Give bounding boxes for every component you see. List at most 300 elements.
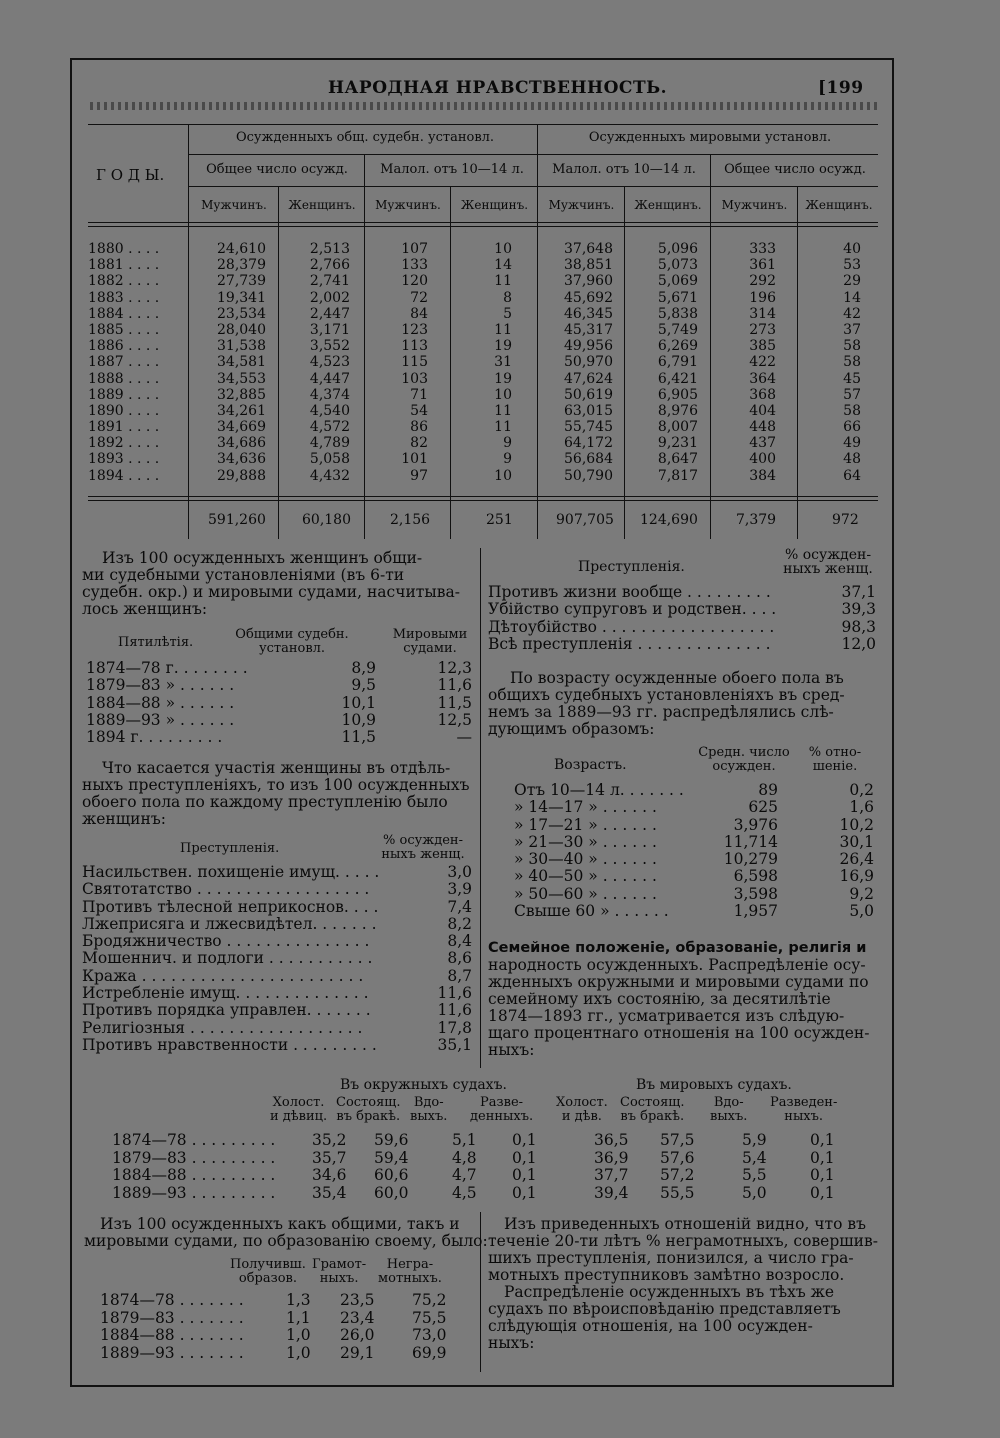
list-item xyxy=(86,677,476,694)
table-cell: 3,171 xyxy=(309,321,350,338)
table-cell: 97 xyxy=(410,467,428,484)
list-cell: 1889—93 » . . . . . . xyxy=(86,710,235,729)
education-intro xyxy=(84,1215,488,1250)
table-row xyxy=(112,1132,872,1150)
list-item xyxy=(514,799,878,816)
table-cell: 57,2 xyxy=(660,1166,695,1184)
table-cell: 0,1 xyxy=(810,1183,835,1202)
list-item xyxy=(514,834,878,851)
table-cell: 5,1 xyxy=(452,1131,477,1149)
table-cell: 103 xyxy=(401,370,428,387)
table-cell: 115 xyxy=(401,354,428,371)
list-item xyxy=(82,985,476,1002)
table-cell: 59,6 xyxy=(374,1131,409,1149)
list-cell: » 17—21 » . . . . . . xyxy=(514,815,657,834)
total-cell: 251 xyxy=(486,512,513,528)
table-cell: 4,5 xyxy=(452,1183,477,1202)
table-cell: 86 xyxy=(410,419,428,436)
table-header: Преступленія. xyxy=(578,559,685,575)
table-cell: 0,1 xyxy=(810,1148,835,1167)
list-cell: 8,6 xyxy=(447,949,472,968)
table-cell: 35,7 xyxy=(312,1148,347,1167)
table-cell: 4,540 xyxy=(309,402,350,419)
year-cell: 1890 . . . . xyxy=(88,402,160,419)
crime-para xyxy=(82,760,474,828)
table-cell: 1,3 xyxy=(286,1291,311,1309)
list-item xyxy=(514,868,878,885)
table-cell: 29 xyxy=(843,273,861,290)
table-cell: 4,374 xyxy=(309,386,350,403)
table-cell: 8 xyxy=(503,289,512,306)
table-cell: 31 xyxy=(494,354,512,371)
table-cell: 49,956 xyxy=(564,338,613,355)
table-cell: 384 xyxy=(749,467,776,484)
year-cell: 1884 . . . . xyxy=(88,305,160,322)
text-line: Изъ 100 осужденныхъ женщинъ общи- xyxy=(102,549,423,567)
table-cell: 6,421 xyxy=(657,370,698,387)
table-header: % осужден- ныхъ женщ. xyxy=(381,833,465,862)
text-line: обоего пола по каждому преступленію было xyxy=(82,793,448,811)
list-cell: 11,6 xyxy=(437,676,472,695)
table-row xyxy=(100,1345,476,1363)
table-cell: 404 xyxy=(749,402,776,419)
list-item xyxy=(82,916,476,933)
list-cell: 12,3 xyxy=(437,659,472,677)
list-cell: Противъ порядка управлен. . . . . . . xyxy=(82,1001,371,1020)
text-line: народность осужденныхъ. Распредѣленіе осу- xyxy=(488,956,866,974)
list-cell: 1884—88 » . . . . . . xyxy=(86,693,235,712)
table-cell: 45,317 xyxy=(564,321,613,338)
column-header: Вдо- выхъ. xyxy=(410,1095,448,1124)
table-cell: 1,0 xyxy=(286,1343,311,1362)
period-cell: 1884—88 . . . . . . . xyxy=(100,1326,244,1344)
column-header: Вдо- выхъ. xyxy=(710,1095,748,1124)
list-item xyxy=(82,1037,476,1054)
text-line: По возрасту осужденные обоего пола въ xyxy=(510,669,844,687)
table-cell: 4,789 xyxy=(309,435,350,452)
list-cell: » 30—40 » . . . . . . xyxy=(514,850,657,869)
group-header: Въ мировыхъ судахъ. xyxy=(636,1077,792,1093)
table-cell: 84 xyxy=(410,305,428,322)
list-cell: 5,0 xyxy=(849,902,874,921)
table-cell: 45 xyxy=(843,370,861,387)
list-item xyxy=(86,660,476,677)
table-cell: 133 xyxy=(401,257,428,274)
table-cell: 6,791 xyxy=(657,354,698,371)
col-header-men: Мужчинъ. xyxy=(375,198,441,212)
list-cell: 26,4 xyxy=(839,850,874,869)
table-cell: 385 xyxy=(749,338,776,355)
list-item xyxy=(488,601,880,618)
list-cell: Истребленіе имущ. . . . . . . . . . . . . . xyxy=(82,984,369,1003)
list-item xyxy=(488,636,880,653)
list-cell: 89 xyxy=(758,781,778,799)
table-cell: 400 xyxy=(749,451,776,468)
table-cell: 48 xyxy=(843,451,861,468)
table-header: % осужден- ныхъ женщ. xyxy=(783,547,873,577)
text-line: ныхъ преступленіяхъ, то изъ 100 осужденныхъ xyxy=(82,776,470,794)
list-item xyxy=(514,903,878,920)
table-cell: 23,534 xyxy=(217,305,266,322)
list-cell: 9,2 xyxy=(849,884,874,903)
text-line: мировыми судами, по образованію своему, было: xyxy=(84,1232,488,1250)
column-header: Негра- мотныхъ. xyxy=(378,1257,442,1286)
table-header: Общими судебн. установл. xyxy=(235,627,349,656)
sub-header: Малол. отъ 10—14 л. xyxy=(380,162,524,177)
table-cell: 46,345 xyxy=(564,305,613,322)
table-vline xyxy=(537,124,538,539)
table-cell: 19 xyxy=(494,338,512,355)
table-row xyxy=(112,1150,872,1168)
table-cell: 14 xyxy=(494,257,512,274)
table-vline xyxy=(364,154,365,539)
list-cell: Бродяжничество . . . . . . . . . . . . . . . xyxy=(82,932,370,951)
text-line: шихъ преступленія, понизился, а число гра- xyxy=(488,1249,854,1267)
list-cell: 8,4 xyxy=(447,932,472,951)
table-cell: 1,0 xyxy=(286,1326,311,1344)
table-header: Возрастъ. xyxy=(554,757,627,773)
text-line: женщинъ: xyxy=(82,810,166,828)
list-cell: 35,1 xyxy=(437,1035,472,1054)
table-cell: 5,058 xyxy=(309,451,350,468)
list-cell: 625 xyxy=(748,798,778,817)
table-cell: 66 xyxy=(843,419,861,436)
table-row xyxy=(100,1310,476,1328)
table-cell: 58 xyxy=(843,338,861,355)
table-cell: 23,4 xyxy=(340,1308,375,1327)
list-item xyxy=(82,950,476,967)
table-total-rule-2 xyxy=(88,500,878,501)
table-cell: 63,015 xyxy=(564,402,613,419)
table-top-rule xyxy=(88,124,878,125)
table-header: Средн. число осужден. xyxy=(698,745,790,774)
list-cell: 0,2 xyxy=(849,781,874,799)
year-cell: 1881 . . . . xyxy=(88,257,160,274)
year-cell: 1886 . . . . xyxy=(88,338,160,355)
text-line: Семейное положеніе, образованіе, религія и xyxy=(488,940,867,956)
table-cell: 8,976 xyxy=(657,402,698,419)
table-cell: 19 xyxy=(494,370,512,387)
sub-header: Малол. отъ 10—14 л. xyxy=(552,162,696,177)
table-cell: 11 xyxy=(494,273,512,290)
column-divider xyxy=(480,548,481,1068)
list-cell: 1894 г. . . . . . . . . xyxy=(86,728,223,747)
table-vline xyxy=(710,154,711,539)
table-cell: 333 xyxy=(749,241,776,257)
table-cell: 9,231 xyxy=(657,435,698,452)
list-cell: 12,0 xyxy=(841,634,876,653)
list-cell: 17,8 xyxy=(437,1018,472,1037)
table-cell: 10 xyxy=(494,386,512,403)
list-item xyxy=(488,619,880,636)
list-item xyxy=(488,584,880,601)
list-cell: 12,5 xyxy=(437,710,472,729)
table-cell: 29,888 xyxy=(217,467,266,484)
table-cell: 14 xyxy=(843,289,861,306)
column-header: Холост. и дѣвиц. xyxy=(270,1095,328,1124)
table-cell: 4,447 xyxy=(309,370,350,387)
list-item xyxy=(82,899,476,916)
list-item xyxy=(86,729,476,746)
group-header-general: Осужденныхъ общ. судебн. установл. xyxy=(235,130,495,145)
column-peace-minor-men xyxy=(539,241,613,484)
table-vline xyxy=(797,186,798,539)
table-cell: 5,838 xyxy=(657,305,698,322)
table-header: % отно- шеніе. xyxy=(808,745,862,774)
age-table xyxy=(514,782,878,920)
years-column xyxy=(88,241,183,484)
text-line: судебн. окр.) и мировыми судами, насчитыва- xyxy=(82,583,460,601)
list-item xyxy=(82,1020,476,1037)
table-cell: 6,269 xyxy=(657,338,698,355)
table-cell: 57,6 xyxy=(660,1148,695,1167)
table-cell: 56,684 xyxy=(564,451,613,468)
column-minor-men xyxy=(366,241,428,484)
table-cell: 60,6 xyxy=(374,1166,409,1184)
text-line: немъ за 1889—93 гг. распредѣлялись слѣ- xyxy=(488,703,834,721)
table-cell: 36,5 xyxy=(594,1131,629,1149)
list-cell: — xyxy=(456,728,472,747)
list-cell: 10,9 xyxy=(341,710,376,729)
list-cell: Противъ жизни вообще . . . . . . . . . xyxy=(488,583,771,601)
list-cell: 8,9 xyxy=(351,659,376,677)
total-cell: 907,705 xyxy=(556,512,614,528)
table-cell: 82 xyxy=(410,435,428,452)
column-minor-women xyxy=(452,241,512,484)
table-sub-rule xyxy=(188,154,878,155)
year-cell: 1892 . . . . xyxy=(88,435,160,452)
table-cell: 10 xyxy=(494,241,512,257)
list-item xyxy=(86,712,476,729)
table-cell: 0,1 xyxy=(810,1166,835,1184)
family-para xyxy=(488,940,880,1059)
list-item xyxy=(514,817,878,834)
table-cell: 5,069 xyxy=(657,273,698,290)
table-cell: 55,5 xyxy=(660,1183,695,1202)
table-cell: 5,749 xyxy=(657,321,698,338)
list-cell: 11,6 xyxy=(437,984,472,1003)
list-cell: 9,5 xyxy=(351,676,376,695)
list-cell: 10,1 xyxy=(341,693,376,712)
table-cell: 45,692 xyxy=(564,289,613,306)
table-row xyxy=(100,1327,476,1345)
table-cell: 1,1 xyxy=(286,1308,311,1327)
table-cell: 0,1 xyxy=(810,1131,835,1149)
list-cell: 37,1 xyxy=(841,583,876,601)
table-cell: 59,4 xyxy=(374,1148,409,1167)
total-cell: 591,260 xyxy=(208,512,266,528)
table-row xyxy=(112,1185,872,1203)
total-cell: 972 xyxy=(832,512,859,528)
table-cell: 23,5 xyxy=(340,1291,375,1309)
text-line: Изъ приведенныхъ отношеній видно, что въ xyxy=(504,1215,866,1233)
total-cell: 124,690 xyxy=(640,512,698,528)
text-line: ми судебными установленіями (въ 6-ти xyxy=(82,566,405,584)
list-cell: Отъ 10—14 л. . . . . . . xyxy=(514,781,684,799)
list-cell: 39,3 xyxy=(841,600,876,619)
table-header: Преступленія. xyxy=(180,841,280,856)
table-cell: 4,572 xyxy=(309,419,350,436)
year-cell: 1888 . . . . xyxy=(88,370,160,387)
table-cell: 5,096 xyxy=(657,241,698,257)
list-cell: Насильствен. похищеніе имущ. . . . . xyxy=(82,863,380,881)
table-row xyxy=(112,1167,872,1185)
table-cell: 6,905 xyxy=(657,386,698,403)
table-cell: 28,379 xyxy=(217,257,266,274)
table-header-rule xyxy=(88,222,878,223)
table-cell: 5,5 xyxy=(742,1166,767,1184)
list-cell: Свыше 60 » . . . . . . xyxy=(514,902,669,921)
table-cell: 5,0 xyxy=(742,1183,767,1202)
table-cell: 34,581 xyxy=(217,354,266,371)
year-cell: 1891 . . . . xyxy=(88,419,160,436)
table-cell: 58 xyxy=(843,402,861,419)
text-line: жденныхъ окружными и мировыми судами по xyxy=(488,973,869,991)
year-cell: 1885 . . . . xyxy=(88,321,160,338)
table-cell: 0,1 xyxy=(512,1183,537,1202)
column-peace-total-men xyxy=(712,241,776,484)
list-cell: 3,0 xyxy=(447,863,472,881)
list-cell: 1,957 xyxy=(733,902,778,921)
sub-header: Общее число осужд. xyxy=(206,162,348,177)
list-cell: Противъ тѣлесной неприкоснов. . . . xyxy=(82,897,379,916)
list-cell: 6,598 xyxy=(733,867,778,886)
list-cell: Религіозныя . . . . . . . . . . . . . . . . . . xyxy=(82,1018,363,1037)
table-cell: 273 xyxy=(749,321,776,338)
page-number: [199 xyxy=(818,78,864,98)
table-cell: 37,7 xyxy=(594,1166,629,1184)
table-cell: 120 xyxy=(401,273,428,290)
list-cell: 8,2 xyxy=(447,914,472,933)
table-cell: 448 xyxy=(749,419,776,436)
period-cell: 1879—83 . . . . . . . xyxy=(100,1308,244,1327)
five-year-table xyxy=(86,660,476,746)
text-line: теченіе 20-ти лѣтъ % неграмотныхъ, совершив- xyxy=(488,1232,878,1250)
list-cell: 11,5 xyxy=(437,693,472,712)
list-cell: » 50—60 » . . . . . . xyxy=(514,884,657,903)
table-cell: 5,9 xyxy=(742,1131,767,1149)
table-cell: 57 xyxy=(843,386,861,403)
list-cell: 3,976 xyxy=(733,815,778,834)
table-vline xyxy=(450,186,451,539)
table-cell: 364 xyxy=(749,370,776,387)
list-cell: Кража . . . . . . . . . . . . . . . . . . . . . . . xyxy=(82,966,364,985)
table-cell: 69,9 xyxy=(412,1343,447,1362)
table-cell: 5,4 xyxy=(742,1148,767,1167)
list-item xyxy=(82,968,476,985)
table-cell: 50,970 xyxy=(564,354,613,371)
table-cell: 36,9 xyxy=(594,1148,629,1167)
table-cell: 34,686 xyxy=(217,435,266,452)
year-cell: 1883 . . . . xyxy=(88,289,160,306)
table-cell: 2,766 xyxy=(309,257,350,274)
table-cell: 4,432 xyxy=(309,467,350,484)
table-cell: 4,8 xyxy=(452,1148,477,1167)
list-cell: Всѣ преступленія . . . . . . . . . . . . . . xyxy=(488,634,771,653)
column-peace-total-women xyxy=(799,241,861,484)
list-cell: Дѣтоубійство . . . . . . . . . . . . . . . . . . xyxy=(488,617,775,636)
table-cell: 2,447 xyxy=(309,305,350,322)
list-cell: 11,6 xyxy=(437,1001,472,1020)
period-cell: 1884—88 . . . . . . . . . xyxy=(112,1166,276,1184)
col-header-men: Мужчинъ. xyxy=(548,198,615,212)
column-header: Разведен- ныхъ. xyxy=(770,1095,838,1124)
table-cell: 54 xyxy=(410,402,428,419)
table-vline xyxy=(624,186,625,539)
list-cell: Святотатство . . . . . . . . . . . . . . . . . . xyxy=(82,880,370,899)
text-line: слѣдующія отношенія, на 100 осужден- xyxy=(488,1317,813,1335)
table-vline xyxy=(278,186,279,539)
table-cell: 35,4 xyxy=(312,1183,347,1202)
list-cell: Мошеннич. и подлоги . . . . . . . . . . . xyxy=(82,949,373,968)
column-general-women xyxy=(280,241,350,484)
table-header: Мировыми судами. xyxy=(392,627,468,656)
table-cell: 107 xyxy=(401,241,428,257)
list-item xyxy=(82,1002,476,1019)
table-cell: 55,745 xyxy=(564,419,613,436)
table-cell: 47,624 xyxy=(564,370,613,387)
table-cell: 0,1 xyxy=(512,1131,537,1149)
table-cell: 34,6 xyxy=(312,1166,347,1184)
year-cell: 1887 . . . . xyxy=(88,354,160,371)
table-cell: 24,610 xyxy=(217,241,266,257)
group-header: Въ окружныхъ судахъ. xyxy=(340,1077,507,1093)
list-cell: 1879—83 » . . . . . . xyxy=(86,676,235,695)
table-cell: 19,341 xyxy=(217,289,266,306)
table-cell: 58 xyxy=(843,354,861,371)
text-line: 1874—1893 гг., усматривается изъ слѣдую- xyxy=(488,1007,845,1025)
text-line: семейному ихъ состоянію, за десятилѣтіе xyxy=(488,990,831,1008)
table-cell: 34,669 xyxy=(217,419,266,436)
list-cell: 3,9 xyxy=(447,880,472,899)
text-line: ныхъ: xyxy=(488,1041,535,1059)
list-cell: 1874—78 г. . . . . . . . xyxy=(86,659,248,677)
list-cell: 16,9 xyxy=(839,867,874,886)
total-cell: 7,379 xyxy=(736,512,777,528)
table-header: Пятилѣтія. xyxy=(118,635,194,650)
column-header: Состоящ. въ бракѣ. xyxy=(336,1095,401,1124)
col-header-women: Женщинъ. xyxy=(634,198,702,212)
table-cell: 75,5 xyxy=(412,1308,447,1327)
years-header: Г О Д Ы. xyxy=(96,166,165,184)
table-cell: 5,671 xyxy=(657,289,698,306)
period-cell: 1889—93 . . . . . . . . . xyxy=(112,1183,276,1202)
col-header-women: Женщинъ. xyxy=(288,198,356,212)
table-cell: 37,648 xyxy=(564,241,613,257)
col-header-men: Мужчинъ. xyxy=(721,198,788,212)
year-cell: 1882 . . . . xyxy=(88,273,160,290)
list-cell: 1,6 xyxy=(849,798,874,817)
table-cell: 123 xyxy=(401,321,428,338)
table-cell: 26,0 xyxy=(340,1326,375,1344)
list-cell: 3,598 xyxy=(733,884,778,903)
table-cell: 7,817 xyxy=(657,467,698,484)
table-cell: 368 xyxy=(749,386,776,403)
list-cell: Лжеприсяга и лжесвидѣтел. . . . . . . xyxy=(82,914,377,933)
period-cell: 1889—93 . . . . . . . xyxy=(100,1343,244,1362)
table-cell: 37 xyxy=(843,321,861,338)
list-cell: 10,2 xyxy=(839,815,874,834)
list-item xyxy=(82,864,476,881)
table-cell: 422 xyxy=(749,354,776,371)
total-cell: 2,156 xyxy=(390,512,431,528)
table-sub-rule-2 xyxy=(188,186,878,187)
table-cell: 0,1 xyxy=(512,1148,537,1167)
women-intro xyxy=(82,550,474,618)
age-para xyxy=(488,670,880,738)
column-general-men xyxy=(190,241,266,484)
list-cell: » 14—17 » . . . . . . xyxy=(514,798,657,817)
